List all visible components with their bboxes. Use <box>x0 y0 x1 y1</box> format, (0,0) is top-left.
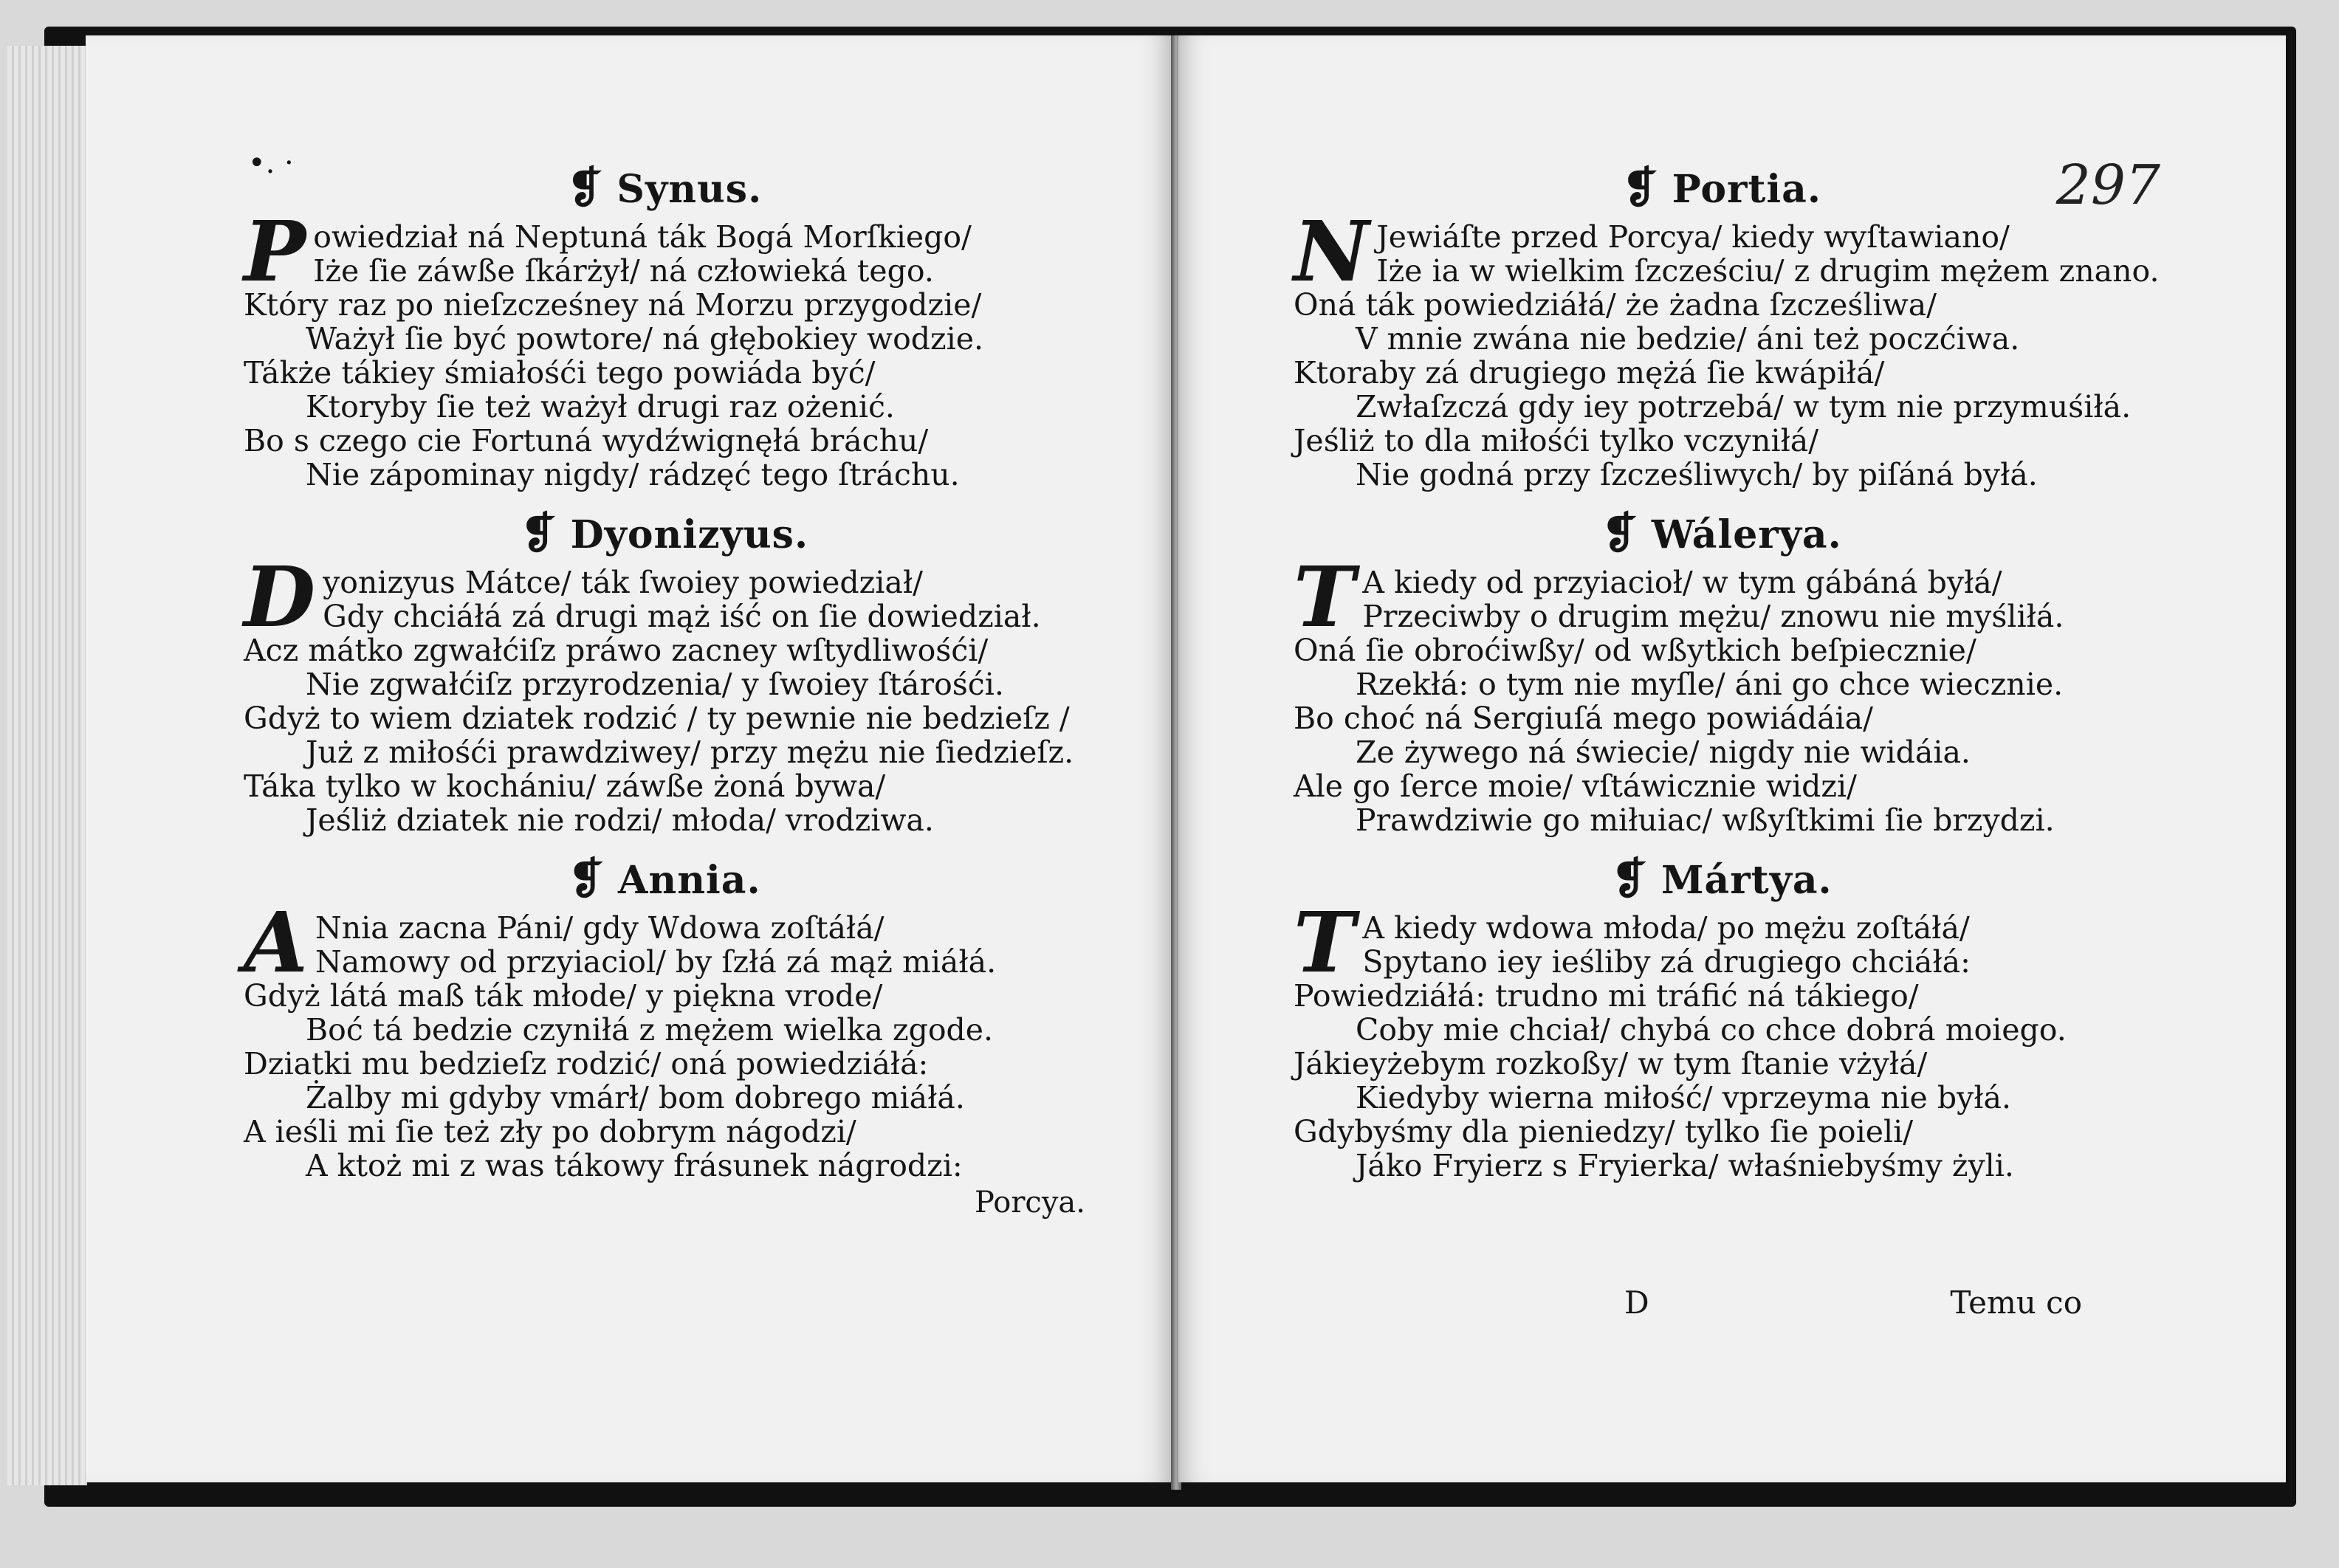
verse-line: Nie zápominay nigdy/ rádzęć tego ſtráchu. <box>306 457 960 492</box>
verse-line: A Nnia zacna Páni/ gdy Wdowa zoſtáłá/ <box>244 895 885 991</box>
verse-line: Jáko Fryierz s Fryierka/ właśniebyśmy żyli. <box>1356 1148 2014 1183</box>
verse-line: Dziatki mu bedzieſz rodzić/ oná powiedziáłá: <box>244 1046 929 1082</box>
verse-line: Táka tylko w kochániu/ záwße żoná bywa/ <box>244 768 886 804</box>
drop-cap: D <box>244 549 316 646</box>
verse-line: Iże ſie záwße ſkárżył/ ná człowieká tego. <box>313 253 934 289</box>
verse-line: Bo choć ná Sergiuſá mego powiádáia/ <box>1294 701 1873 736</box>
verse-line: Już z miłośći prawdziwey/ przy mężu nie ſiedzieſz. <box>306 735 1074 770</box>
verse-line: Nie zgwałćiſz przyrodzenia/ y ſwoiey ſtárośći. <box>306 667 1004 702</box>
verse-line: Gdy chciáłá zá drugi mąż iść on ſie dowiedział. <box>323 599 1041 634</box>
drop-cap: A <box>244 895 308 991</box>
section-portia <box>1294 162 2160 492</box>
pilcrow-icon: ❡ <box>566 162 604 213</box>
verse-line: Jeśliż to dla miłośći tylko vczyniłá/ <box>1294 423 1819 458</box>
verse-line: Iże ia w wielkim ſzcześciu/ z drugim mężem znano. <box>1376 253 2160 289</box>
verse-line: Oná ſie obroćiwßy/ od wßytkich beſpiecznie/ <box>1294 633 1976 668</box>
verse-line: Ale go ſerce moie/ vſtáwicznie widzi/ <box>1294 768 1857 804</box>
verse-line: A ktoż mi z was tákowy frásunek nágrodzi: <box>306 1148 963 1183</box>
verse-line: Jeśliż dziatek nie rodzi/ młoda/ vrodziwa. <box>306 802 934 838</box>
verse-line: Dyonizyus Mátce/ ták ſwoiey powiedział/ <box>244 549 923 646</box>
pilcrow-icon: ❡ <box>1622 162 1659 213</box>
section-heading: ❡ Mártya. <box>1611 853 1833 904</box>
verse-line: Przeciwby o drugim mężu/ znowu nie myśliłá. <box>1362 599 2064 634</box>
verse-line: T A kiedy wdowa młoda/ po mężu zoſtáłá/ <box>1294 895 1970 991</box>
drop-cap: T <box>1294 549 1356 646</box>
section-heading: ❡ Synus. <box>566 162 763 213</box>
verse-line: Acz mátko zgwałćiſz práwo zacney wſtydliwośći/ <box>244 633 989 668</box>
verse-line: T A kiedy od przyiacioł/ w tym gábáná byłá/ <box>1294 549 2002 646</box>
section-heading: ❡ Annia. <box>568 853 761 904</box>
verse-line: Gdybyśmy dla pieniedzy/ tylko ſie poieli/ <box>1294 1114 1914 1149</box>
pilcrow-icon: ❡ <box>1611 853 1648 904</box>
verse-line: Powiedział ná Neptuná ták Bogá Morſkiego/ <box>244 204 972 300</box>
section-martya <box>1294 853 2150 1183</box>
verse-line: Który raz po nieſzcześney ná Morzu przygodzie/ <box>244 287 982 323</box>
verse-line: A ieśli mi ſie też zły po dobrym nágodzi/ <box>244 1114 856 1149</box>
verse-line: Zwłaſzczá gdy iey potrzebá/ w tym nie przymuśiłá. <box>1356 389 2132 424</box>
signature-mark: D <box>1624 1285 1649 1321</box>
verse-line: Jákieyżebym rozkoßy/ w tym ſtanie vżyłá/ <box>1294 1046 1928 1082</box>
pilcrow-icon: ❡ <box>1601 508 1638 558</box>
ink-specks: •. · <box>248 146 294 180</box>
section-walerya <box>1294 508 2150 837</box>
verse-line: Powiedziáłá: trudno mi tráfić ná tákiego/ <box>1294 978 1919 1014</box>
drop-cap: P <box>244 204 306 300</box>
drop-cap: N <box>1294 204 1370 300</box>
verse-line: Gdyż to wiem dziatek rodzić / ty pewnie nie bedzieſz / <box>244 701 1070 736</box>
section-synus <box>244 162 1085 492</box>
verse-line: Rzekłá: o tym nie myſle/ áni go chce wiecznie. <box>1356 667 2064 702</box>
section-heading: ❡ Portia. <box>1622 162 1821 213</box>
pilcrow-icon: ❡ <box>568 853 605 904</box>
verse-line: Nie godná przy ſzcześliwych/ by piſáná byłá. <box>1356 457 2038 492</box>
drop-cap: T <box>1294 895 1356 991</box>
page-edges <box>7 46 87 1485</box>
verse-line: Coby mie chciał/ chybá co chce dobrá moiego. <box>1356 1012 2067 1048</box>
signature-catchword-row <box>1624 1285 2082 1321</box>
verse-line: Prawdziwie go miłuiac/ wßyſtkimi ſie brzydzi. <box>1356 802 2055 838</box>
right-column <box>1294 162 2160 1199</box>
verse-line: Kiedyby wierna miłość/ vprzeyma nie byłá. <box>1356 1080 2012 1115</box>
verse-line: Ktoryby ſie też ważył drugi raz ożenić. <box>306 389 895 424</box>
verse-line: Ważył ſie być powtore/ ná głębokiey wodzie. <box>306 321 984 357</box>
verse-line: Tákże tákiey śmiałośći tego powiáda być/ <box>244 355 876 391</box>
section-heading: ❡ Dyonizyus. <box>520 508 809 558</box>
section-annia <box>244 853 1085 1220</box>
verse-line: Namowy od przyiaciol/ by ſzłá zá mąż miáłá. <box>315 944 997 980</box>
pilcrow-icon: ❡ <box>520 508 557 558</box>
verse-line: Żalby mi gdyby vmárł/ bom dobrego miáłá. <box>306 1080 965 1115</box>
left-column <box>244 162 1085 1236</box>
page-number: 297 <box>2055 154 2160 217</box>
verse-line: Ze żywego ná świecie/ nigdy nie widáia. <box>1356 735 1971 770</box>
verse-line: N Jewiáſte przed Porcya/ kiedy wyſtawiano/ <box>1294 204 2010 300</box>
verse-line: Oná ták powiedziáłá/ że żadna ſzcześliwa/ <box>1294 287 1937 323</box>
verse-line: Gdyż látá maß ták młode/ y piękna vrode/ <box>244 978 883 1014</box>
section-heading: ❡ Wálerya. <box>1601 508 1842 558</box>
verse-line: V mnie zwána nie bedzie/ áni też poczćiwa. <box>1356 321 2020 357</box>
verse-line: Bo s czego cie Fortuná wydźwignęłá bráchu/ <box>244 423 929 458</box>
verse-line: Spytano iey ieśliby zá drugiego chciáłá: <box>1362 944 1971 980</box>
catchword: Porcya. <box>974 1186 1085 1220</box>
verse-line: Ktoraby zá drugiego mężá ſie kwápiłá/ <box>1294 355 1885 391</box>
section-dyonizyus <box>244 508 1085 837</box>
catchword: Temu co <box>1950 1285 2082 1321</box>
verse-line: Boć tá bedzie czyniłá z mężem wielka zgode. <box>306 1012 994 1048</box>
